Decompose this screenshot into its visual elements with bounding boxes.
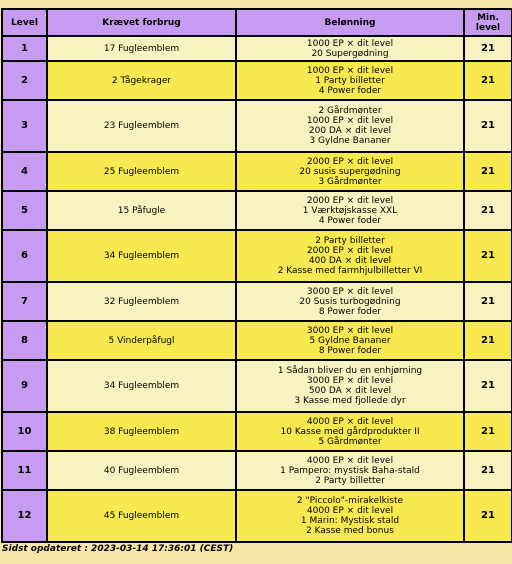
table-row (2, 191, 512, 230)
table-header-row (2, 9, 512, 36)
reward-line: 20 Supergødning (311, 48, 389, 59)
header-min-level: Min. level (464, 9, 512, 36)
table-row (2, 490, 512, 542)
level-cell: 5 (2, 191, 47, 230)
min-level-cell: 21 (464, 412, 512, 451)
min-level-cell: 21 (464, 61, 512, 100)
level-cell: 2 (2, 61, 47, 100)
rewards-table (1, 8, 512, 543)
reward-line: 4 Power foder (318, 85, 382, 96)
reward-cell (236, 282, 464, 321)
header-reward: Belønning (236, 9, 464, 36)
reward-line: 3 Gårdmønter (318, 176, 382, 187)
min-level-cell: 21 (464, 36, 512, 61)
reward-line: 500 DA × dit level (308, 386, 392, 396)
header-requirement: Krævet forbrug (47, 9, 236, 36)
reward-line: 1000 EP × dit level (306, 65, 394, 76)
reward-cell (236, 451, 464, 490)
level-cell: 9 (2, 360, 47, 412)
reward-line: 2 Kasse med bonus (306, 526, 394, 536)
reward-line: 3000 EP × dit level (306, 286, 394, 297)
requirement-cell: 34 Fugleemblem (47, 230, 236, 282)
reward-line: 8 Power foder (318, 306, 382, 317)
reward-line: 1 Pampero: mystisk Baha-stald (280, 465, 420, 476)
reward-line: 2000 EP × dit level (306, 195, 394, 206)
reward-cell (236, 360, 464, 412)
reward-cell (236, 36, 464, 61)
level-cell: 7 (2, 282, 47, 321)
reward-line: 20 susis supergødning (299, 166, 401, 177)
requirement-cell: 40 Fugleemblem (47, 451, 236, 490)
min-level-cell: 21 (464, 321, 512, 360)
reward-cell (236, 321, 464, 360)
requirement-cell: 2 Tågekrager (47, 61, 236, 100)
reward-line: 2000 EP × dit level (306, 156, 394, 167)
requirement-cell: 32 Fugleemblem (47, 282, 236, 321)
reward-line: 4000 EP × dit level (306, 455, 394, 466)
level-cell: 4 (2, 152, 47, 191)
reward-line: 3000 EP × dit level (306, 376, 394, 386)
min-level-cell: 21 (464, 152, 512, 191)
reward-cell (236, 412, 464, 451)
table-row (2, 100, 512, 152)
table-row (2, 230, 512, 282)
reward-line: 2000 EP × dit level (306, 246, 394, 256)
reward-line: 4 Power foder (318, 215, 382, 226)
reward-line: 2 Party billetter (315, 475, 385, 486)
reward-line: 1 Marin: Mystisk stald (300, 516, 400, 526)
requirement-cell: 45 Fugleemblem (47, 490, 236, 542)
reward-line: 5 Gyldne Bananer (309, 335, 391, 346)
reward-line: 1 Sådan bliver du en enhjørning (277, 366, 423, 376)
requirement-cell: 25 Fugleemblem (47, 152, 236, 191)
reward-line: 2 Gårdmønter (318, 106, 382, 116)
reward-line: 4000 EP × dit level (306, 416, 394, 427)
table-body (2, 36, 512, 542)
requirement-cell: 15 Påfugle (47, 191, 236, 230)
table-row (2, 360, 512, 412)
min-level-cell: 21 (464, 490, 512, 542)
table-row (2, 412, 512, 451)
level-cell: 10 (2, 412, 47, 451)
header-level: Level (2, 9, 47, 36)
reward-cell (236, 490, 464, 542)
requirement-cell: 23 Fugleemblem (47, 100, 236, 152)
reward-line: 2 Party billetter (315, 236, 385, 246)
reward-line: 20 Susis turbogødning (299, 296, 401, 307)
level-cell: 11 (2, 451, 47, 490)
reward-line: 400 DA × dit level (308, 256, 392, 266)
level-cell: 6 (2, 230, 47, 282)
reward-line: 10 Kasse med gårdprodukter II (280, 426, 420, 437)
level-cell: 1 (2, 36, 47, 61)
reward-line: 1000 EP × dit level (306, 38, 394, 49)
min-level-cell: 21 (464, 230, 512, 282)
reward-line: 2 "Piccolo"-mirakelkiste (296, 496, 404, 506)
reward-line: 3000 EP × dit level (306, 325, 394, 336)
reward-line: 4000 EP × dit level (306, 506, 394, 516)
last-updated-text: Sidst opdateret : 2023-03-14 17:36:01 (CEST) (2, 544, 234, 554)
table-row (2, 282, 512, 321)
table-row (2, 152, 512, 191)
reward-cell (236, 230, 464, 282)
level-cell: 3 (2, 100, 47, 152)
reward-line: 5 Gårdmønter (318, 436, 382, 447)
min-level-cell: 21 (464, 451, 512, 490)
requirement-cell: 17 Fugleemblem (47, 36, 236, 61)
reward-line: 1 Party billetter (315, 75, 385, 86)
reward-cell (236, 191, 464, 230)
min-level-cell: 21 (464, 191, 512, 230)
min-level-cell: 21 (464, 282, 512, 321)
table-row (2, 61, 512, 100)
table-row (2, 36, 512, 61)
min-level-cell: 21 (464, 100, 512, 152)
reward-line: 2 Kasse med farmhjulbilletter VI (277, 266, 423, 276)
reward-cell (236, 61, 464, 100)
reward-cell (236, 100, 464, 152)
reward-line: 3 Kasse med fjollede dyr (294, 396, 406, 406)
reward-line: 8 Power foder (318, 345, 382, 356)
level-cell: 12 (2, 490, 47, 542)
reward-line: 200 DA × dit level (308, 126, 392, 136)
min-level-cell: 21 (464, 360, 512, 412)
requirement-cell: 38 Fugleemblem (47, 412, 236, 451)
requirement-cell: 5 Vinderpåfugl (47, 321, 236, 360)
level-cell: 8 (2, 321, 47, 360)
reward-line: 1 Værktøjskasse XXL (302, 205, 398, 216)
requirement-cell: 34 Fugleemblem (47, 360, 236, 412)
table-row (2, 321, 512, 360)
table-row (2, 451, 512, 490)
reward-cell (236, 152, 464, 191)
reward-line: 1000 EP × dit level (306, 116, 394, 126)
reward-line: 3 Gyldne Bananer (309, 136, 391, 146)
